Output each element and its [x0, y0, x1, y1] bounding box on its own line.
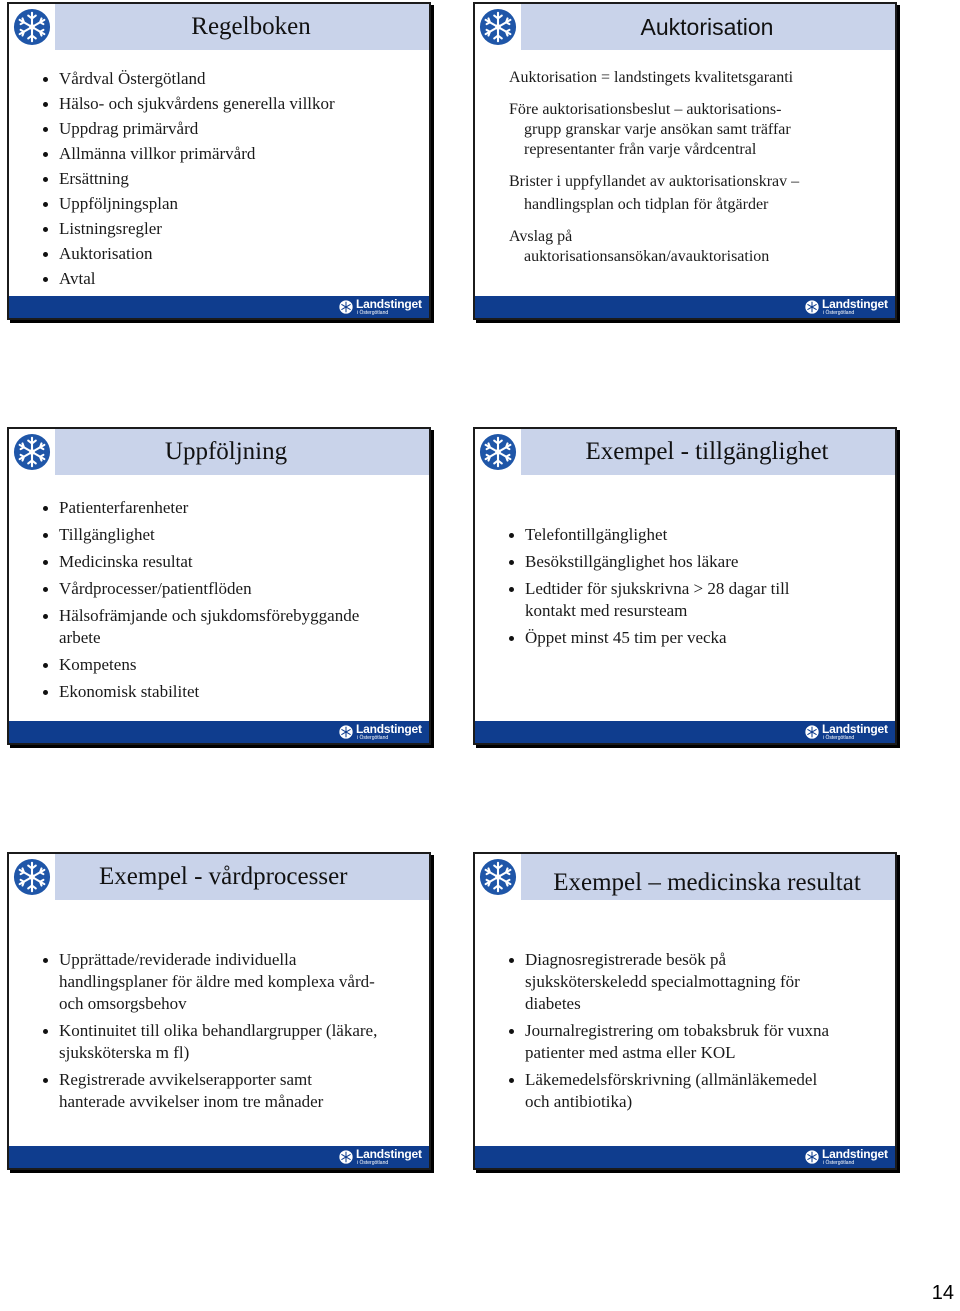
- slide-title-bar: [475, 854, 895, 900]
- slide-title: Regelboken: [191, 13, 311, 40]
- snowflake-emblem-icon: [479, 8, 517, 46]
- slide-footer: [9, 1146, 429, 1168]
- bullet-list: [475, 524, 895, 654]
- footer-logo-sub: i Östergötland: [823, 1160, 855, 1166]
- header-logo-box: [9, 854, 55, 900]
- footer-logo-name: Landstinget: [822, 1147, 888, 1161]
- slide-uppfoljning: [7, 427, 431, 745]
- list-item: Ekonomisk stabilitet: [59, 681, 413, 703]
- list-item: Vårdprocesser/patientflöden: [59, 578, 413, 600]
- landstinget-logo-icon: [339, 723, 425, 741]
- slide-title: Uppföljning: [164, 438, 288, 465]
- paragraph-line: auktorisationsansökan/avauktorisation: [524, 248, 770, 265]
- list-item: Telefontillgänglighet: [525, 524, 835, 546]
- slide-footer: [9, 721, 429, 743]
- paragraph: [509, 100, 883, 160]
- footer-logo-sub: i Östergötland: [357, 735, 389, 741]
- list-item: Registrerade avvikelserapporter samt hanterade avvikelser inom tre månader: [59, 1069, 379, 1113]
- snowflake-emblem-icon: [479, 433, 517, 471]
- slide-title: Auktorisation: [640, 14, 774, 40]
- snowflake-emblem-icon: [13, 858, 51, 896]
- list-item: Uppdrag primärvård: [59, 118, 413, 140]
- bullet-list: [9, 497, 429, 708]
- slide-title-bar: [475, 4, 895, 50]
- slide-title-bar: [9, 854, 429, 900]
- page-number: 14: [931, 1282, 954, 1304]
- list-item: Allmänna villkor primärvård: [59, 143, 413, 165]
- header-logo-box: [475, 4, 521, 50]
- list-item: Patienterfarenheter: [59, 497, 413, 519]
- slide-exempel-medicinska-resultat: [473, 852, 897, 1170]
- header-logo-box: [9, 4, 55, 50]
- footer-logo-sub: i Östergötland: [357, 1160, 389, 1166]
- footer-logo-name: Landstinget: [356, 297, 422, 311]
- footer-emblem-icon: [805, 1150, 819, 1164]
- list-item: Diagnosregistrerade besök på sjuksköterskeledd specialmottagning för diabetes: [525, 949, 835, 1015]
- list-item: Ersättning: [59, 168, 413, 190]
- slide-title-bar: [9, 4, 429, 50]
- list-item: Uppföljningsplan: [59, 193, 413, 215]
- slide-regelboken: [7, 2, 431, 320]
- slide-footer: [475, 1146, 895, 1168]
- slide-title: Exempel - vårdprocesser: [99, 863, 348, 890]
- footer-logo-sub: i Östergötland: [823, 310, 855, 316]
- paragraph: [509, 172, 883, 215]
- paragraph-list: [509, 68, 883, 279]
- slide-title-bar: [9, 429, 429, 475]
- paragraph-line: representanter från varje vårdcentral: [524, 141, 757, 158]
- list-item: Medicinska resultat: [59, 551, 413, 573]
- list-item: Auktorisation: [59, 243, 413, 265]
- footer-logo-name: Landstinget: [822, 297, 888, 311]
- paragraph-line: Avslag på: [509, 228, 573, 245]
- list-item: Vårdval Östergötland: [59, 68, 413, 90]
- list-item: Listningsregler: [59, 218, 413, 240]
- slide-title: Exempel – medicinska resultat: [553, 869, 861, 896]
- paragraph-line: Före auktorisationsbeslut – auktorisations-: [509, 101, 782, 118]
- footer-logo-name: Landstinget: [356, 722, 422, 736]
- footer-logo-sub: i Östergötland: [823, 735, 855, 741]
- slide-exempel-tillganglighet: [473, 427, 897, 745]
- slide-exempel-vardprocesser: [7, 852, 431, 1170]
- header-logo-box: [475, 854, 521, 900]
- snowflake-emblem-icon: [13, 8, 51, 46]
- paragraph: [509, 68, 883, 88]
- footer-emblem-icon: [805, 725, 819, 739]
- list-item: Tillgänglighet: [59, 524, 413, 546]
- footer-emblem-icon: [339, 300, 353, 314]
- slide-title: Exempel - tillgänglighet: [585, 438, 829, 465]
- list-item: Journalregistrering om tobaksbruk för vuxna patienter med astma eller KOL: [525, 1020, 835, 1064]
- slide-auktorisation: [473, 2, 897, 320]
- slide-footer: [475, 296, 895, 318]
- list-item: Kontinuitet till olika behandlargrupper (läkare, sjuksköterska m fl): [59, 1021, 378, 1062]
- footer-logo-sub: i Östergötland: [357, 310, 389, 316]
- list-item: Upprättade/reviderade individuella handlingsplaner för äldre med komplexa vård- och omsorgsbehov: [59, 949, 379, 1015]
- footer-logo-name: Landstinget: [356, 1147, 422, 1161]
- landstinget-logo-icon: [805, 298, 891, 316]
- bullet-list: [9, 68, 429, 293]
- list-item: Kompetens: [59, 654, 413, 676]
- slide-footer: [9, 296, 429, 318]
- landstinget-logo-icon: [805, 1148, 891, 1166]
- slide-footer: [475, 721, 895, 743]
- paragraph-line: Brister i uppfyllandet av auktorisationskrav –: [509, 173, 800, 190]
- landstinget-logo-icon: [339, 298, 425, 316]
- list-item: Avtal: [59, 268, 413, 290]
- paragraph-line: Auktorisation = landstingets kvalitetsgaranti: [509, 69, 794, 86]
- list-item: Ledtider för sjukskrivna > 28 dagar till kontakt med resursteam: [525, 578, 835, 622]
- paragraph-line: grupp granskar varje ansökan samt träffar: [524, 121, 791, 138]
- list-item: Öppet minst 45 tim per vecka: [525, 627, 835, 649]
- list-item: Besökstillgänglighet hos läkare: [525, 551, 835, 573]
- bullet-list: [475, 949, 895, 1118]
- footer-emblem-icon: [805, 300, 819, 314]
- list-item: Läkemedelsförskrivning (allmänläkemedel och antibiotika): [525, 1069, 835, 1113]
- slide-title-bar: [475, 429, 895, 475]
- landstinget-logo-icon: [805, 723, 891, 741]
- list-item: Hälsofrämjande och sjukdomsförebyggande arbete: [59, 605, 413, 649]
- header-logo-box: [475, 429, 521, 475]
- snowflake-emblem-icon: [479, 858, 517, 896]
- paragraph-line: handlingsplan och tidplan för åtgärder: [524, 196, 769, 213]
- list-item: Hälso- och sjukvårdens generella villkor: [59, 93, 413, 115]
- bullet-list: [9, 949, 429, 1118]
- footer-emblem-icon: [339, 1150, 353, 1164]
- footer-emblem-icon: [339, 725, 353, 739]
- paragraph: [509, 227, 883, 267]
- landstinget-logo-icon: [339, 1148, 425, 1166]
- footer-logo-name: Landstinget: [822, 722, 888, 736]
